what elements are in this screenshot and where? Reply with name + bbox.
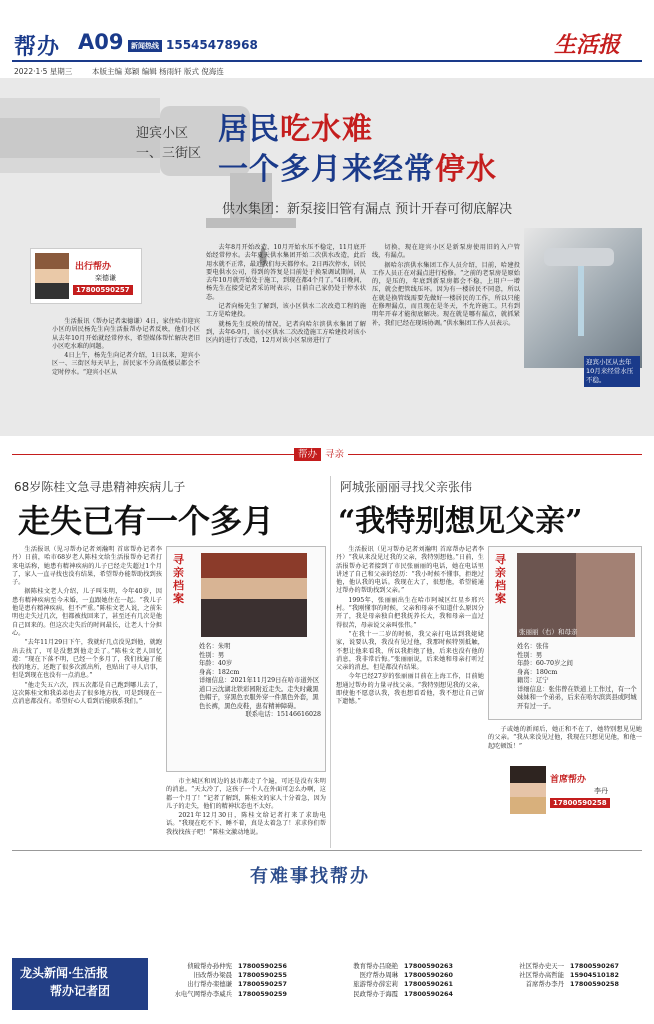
profile-line: 年龄：40岁 [199, 660, 233, 667]
hotline-name: 社区帮办高哲能 [519, 971, 564, 980]
top-headline-1 [218, 104, 373, 148]
avatar [510, 766, 546, 814]
left-profile-card [166, 546, 326, 772]
right-col1 [336, 546, 484, 708]
paragraph: “去年11月29日下午，我就好几点没见到他，就跑出去找了，可是没想到他走丢了。”陈桂文老人回忆道：“现在下落不明，已经一个多月了，我们找遍了能找的地方，还跑了很多次派出所，也贴出了寻人启事，但是到现在也没有一点消息。” [12, 639, 162, 680]
profile-line: 详细信息：张伟曾在铁道上工作过，有一个妹妹和一个弟弟，后来在哈尔滨宾县或阿城开有过一子。 [517, 685, 637, 710]
faucet-photo-stream [578, 266, 584, 336]
hotline-name: 教育帮办吕晓艳 [353, 962, 398, 970]
paragraph: “他走失五六次，四五次都是自己跑到哪儿去了，这次陈桂文和我弟弟也去了很多地方找，可是到现在一点消息都没有。希望好心人看到后能联系我们。” [12, 681, 162, 706]
faucet-photo-spout [544, 248, 614, 266]
headline-part: 居民 [218, 112, 280, 147]
hotline-row [152, 962, 642, 971]
hotline-name: 社区帮办史天一 [519, 962, 564, 970]
hotline-name: 出行帮办栾德谦 [187, 980, 232, 989]
profile-photo-caption: 张丽丽（右）和母亲 [519, 628, 578, 636]
masthead [0, 0, 654, 64]
paragraph: 生活报讯（帮办记者栾德谦）4日，家住哈市迎宾小区的居民杨先生向生活报帮办记者反映，他们小区从去年10月开始就经常停水，希望媒体帮忙解决老旧小区吃水难的问题。 [52, 318, 200, 350]
profile-line: 身高：182cm [199, 668, 240, 676]
profile-line: 性别：男 [517, 651, 543, 659]
hotline-phone: 17800590258 [570, 980, 619, 989]
top-subtitle: 供水集团：新泵接旧管有漏点 预计开春可彻底解决 [222, 202, 513, 217]
helper-name: 李丹 [594, 787, 608, 795]
hotline-phone: 15904510182 [570, 971, 619, 980]
paragraph: 2021年12月30日，陈桂文给记者打来了求助电话。“我现在吃不下、睡不着，真是太着急了！求求你们帮我找找孩子吧！”陈桂文激动地说。 [166, 812, 326, 836]
profile-line: 身高：180cm [517, 668, 558, 676]
paragraph: 子或她的新闻后，她正和不在了，她特别想见见她的父亲。“我从来没见过他，我现在只想见见他，和他一起吃顿饭！” [488, 726, 642, 750]
avatar [35, 253, 69, 299]
paragraph: 据陈桂文老人介绍，儿子叫朱明，今年40岁，因患有精神疾病至今未婚，一直跟她住在一起。“我儿子他是患有精神疾病，但不严重。”陈桂文老人说，之前朱明也走失过几次，但都被找回来了，甚至还有几次是他自己回来的。但这次走失后的时间最长，让老人十分担心。 [12, 588, 162, 637]
profile-tag: 寻亲档案 [173, 553, 184, 605]
hotline-name: 侦破帮办孙仲宪 [187, 962, 232, 970]
hotline-phone: 17800590259 [238, 989, 287, 998]
right-headline: “我特别想见父亲” [338, 504, 583, 539]
top-headline-2 [218, 144, 497, 188]
section-tag [294, 446, 348, 460]
profile-details [199, 643, 321, 720]
brand-line-2: 帮办记者团 [49, 984, 110, 998]
right-col2 [488, 726, 642, 752]
page-number: A09 [78, 30, 124, 54]
profile-photo [201, 553, 307, 637]
top-story-col1 [52, 318, 200, 378]
footer-heading: 有难事找帮办 [250, 866, 370, 887]
profile-line: 联系电话：15146616028 [245, 711, 321, 718]
footer-brand [12, 958, 148, 1010]
hotline-name: 旧改帮办梁晨 [193, 971, 232, 980]
paragraph: 4日上午，杨先生向记者介绍，1日以来，迎宾小区一、三街区每天早上，居民家不分高低楼层都会不定时停水。“迎宾小区从 [52, 352, 200, 376]
hotline-row [152, 990, 642, 999]
helper-phone: 17800590258 [550, 798, 610, 808]
hotline-phone: 17800590257 [238, 980, 287, 989]
water-photo [524, 228, 642, 368]
paragraph: 生活报讯（见习帮办记者刘瀚明 首席帮办记者李丹）“我从来没见过我的父亲，我特别想他。”日前，生活报帮办记者接到了市民张丽丽的电话，她在电话里讲述了自己和父亲的经历：“我小时候不懂事，拒绝过他，他认我的电话。我现在大了，很想他，希望能通过帮办的帮助找到父亲。” [336, 546, 484, 595]
helper-tag [550, 772, 586, 785]
footer-rule [12, 850, 642, 851]
hotline-tag: 新闻热线 [128, 40, 162, 52]
profile-line: 姓名：张伟 [517, 643, 549, 650]
paragraph: 今年已经27岁的张丽丽目前在上海工作，目前她想通过帮办的力量寻找父亲。“我特别想见我的父亲，即使他不愿意认我，我也想看看他，我不想让自己留下遗憾。” [336, 673, 484, 706]
hotline-phone: 17800590261 [404, 980, 453, 989]
hotline-name: 医疗帮办周琳 [359, 971, 398, 980]
left-col1 [12, 546, 162, 708]
profile-tag: 寻亲档案 [495, 553, 506, 605]
left-kicker: 68岁陈桂文急寻患精神疾病儿子 [14, 480, 186, 494]
headline-part: 一个多月来经常 [218, 152, 435, 187]
paragraph: 就杨先生反映的情况，记者向哈尔滨供水集团了解到，去年6-9月，该小区供水二次改造施工方哈建投对该小区内的进行了改造，12月对该小区泵房进行了 [206, 320, 366, 345]
top-story [0, 78, 654, 436]
dateline-date: 2022·1·5 星期三 [14, 67, 73, 76]
right-kicker: 阿城张丽丽寻找父亲张伟 [340, 480, 473, 494]
hotline-name: 旅游帮办薛宏莉 [353, 980, 398, 989]
hotline-phone: 17800590263 [404, 962, 453, 970]
profile-line: 详细信息：2021年11月29日在哈市道外区道口云沈湖北铁彩园附近走失。走失时戴黑色帽子，穿黑色衣服外穿一件黑色外套，黑色长裤，黑色皮鞋，患有精神障碍。 [199, 677, 320, 710]
dateline-editors: 本版主编 郑颖 编辑 杨雨轩 版式 倪海连 [92, 67, 224, 76]
paragraph: 去年8月开始改造，10月开始水压不稳定，11月底开始经常停水。去年夏天供水集团开始二次供水改造，此后用水就不正常，最近我们每天都停水。2日再次停水，居民要电供水公司，得到的答复是目前处于换泵调试期间，从去年10月就开始处于施工，到现在都4个月了。”4日晚间，杨先生在接受记者采访时表示，目前自己家仍处于停水状态。 [206, 244, 366, 301]
left-headline: 走失已有一个多月 [18, 502, 275, 540]
paragraph: 生活报讯（见习帮办记者刘瀚明 首席帮办记者李丹）日前，哈市68岁老人陈桂文给生活报帮办记者打来电话称，她患有精神疾病的儿子已经走失超过1个月了，家人一直寻找也没有结果，希望帮办能帮助找到孩子。 [12, 546, 162, 587]
hotline-phone: 17800590267 [570, 962, 619, 970]
reporter-card [30, 248, 142, 304]
top-story-col3 [372, 244, 520, 329]
headline-highlight: 停水 [435, 152, 497, 187]
kicker-community: 迎宾小区 [136, 126, 189, 141]
paragraph: 记者向杨先生了解到，该小区供水二次改造工程的施工方是哈建投。 [206, 303, 366, 319]
section-name: 帮办 [14, 35, 61, 60]
paragraph: 切换，现在迎宾小区是新泵房使用旧的入户管线，有漏点。 [372, 244, 520, 260]
profile-line: 姓名：朱明 [199, 643, 231, 650]
photo-caption: 迎宾小区从去年10月来经常水压不稳。 [584, 356, 640, 387]
section-tag-a: 帮办 [294, 448, 321, 461]
profile-line: 籍贯：辽宁 [517, 677, 549, 684]
hotline-number: 15545478968 [166, 38, 258, 52]
reporter-phone: 17800590257 [73, 285, 133, 295]
hotline-name: 水电气网帮办李威兵 [174, 989, 232, 998]
paragraph: 据哈尔滨供水集团工作人员介绍，目前，哈建投工作人员正在对漏点进行检修。“之前的老泵房是原始的，是压的，年底到新泵房都会不稳，上用户一增压，就会把管线压坏。因为有一楼居民不同意，所以在就是换管线需要先做好一楼居民的工作，所以只能在修理漏点，而且现在是冬天，不允许施工。只有到明年开春才能彻底解决。现在就是哪有漏点，就抓紧补，我们已经在现场协调。”供水集团工作人员表示。 [372, 261, 520, 327]
hotline-phone: 17800590255 [238, 971, 287, 980]
profile-photo [517, 553, 635, 637]
hotline-name: 首席帮办李丹 [525, 980, 564, 989]
helper-card [510, 766, 640, 816]
section-bar [12, 446, 642, 462]
column-divider [330, 476, 331, 848]
profile-details [517, 643, 639, 711]
kicker-districts: 一、三街区 [136, 146, 202, 161]
hotline-phone: 17800590264 [404, 989, 453, 998]
profile-line: 性别：男 [199, 651, 225, 659]
hotline-phone: 17800590256 [238, 962, 287, 970]
right-profile-card [488, 546, 642, 720]
headline-highlight: 吃水难 [280, 112, 373, 147]
paragraph: 1995年，张丽丽出生在哈市阿城区红星乡邢兴村。“我刚懂事的时候，父亲和母亲不知道什么原因分开了，我是母亲独自把我抚养长大，我和母亲一直过得很苦，母亲说父亲叫张伟。” [336, 596, 484, 629]
brand-line-1: 龙头新闻·生活报 [20, 966, 109, 980]
paragraph: 市主城区和周边的县市都走了个遍，可还是没有朱明的消息。“天太冷了，这孩子一个人在外面可怎么办啊，这都一个月了！”记者了解到，陈桂文的家人十分着急，因为儿子的走失，他们的精神状态也不太好。 [166, 778, 326, 810]
section-tag-b: 寻亲 [325, 449, 345, 460]
paper-logo: 生活报 [554, 32, 621, 58]
reporter-name: 栾德谦 [95, 274, 116, 282]
hotline-list [152, 962, 642, 999]
hotline-name: 民政帮办于海霞 [353, 989, 398, 998]
reporter-tag: 出行帮办 [75, 262, 112, 272]
hotline-phone: 17800590260 [404, 971, 453, 980]
top-story-col2 [206, 244, 366, 347]
masthead-rule [12, 60, 642, 62]
hotline-row [152, 980, 642, 989]
helper-tag-text: 首席帮办 [550, 775, 587, 785]
left-col2 [166, 778, 326, 838]
profile-line: 年龄：60-70岁之间 [517, 660, 573, 667]
paragraph: “在我十一二岁的时候，我父亲打电话到我姥姥家，说要认我，我没有见过他，我那时候特别抵触，不想让他来看我，所以我拒绝了他，后来也没有他的消息，我非常后悔。”张丽丽说，后来她和母亲打听过父亲的消息，但是都没有结果。 [336, 630, 484, 672]
